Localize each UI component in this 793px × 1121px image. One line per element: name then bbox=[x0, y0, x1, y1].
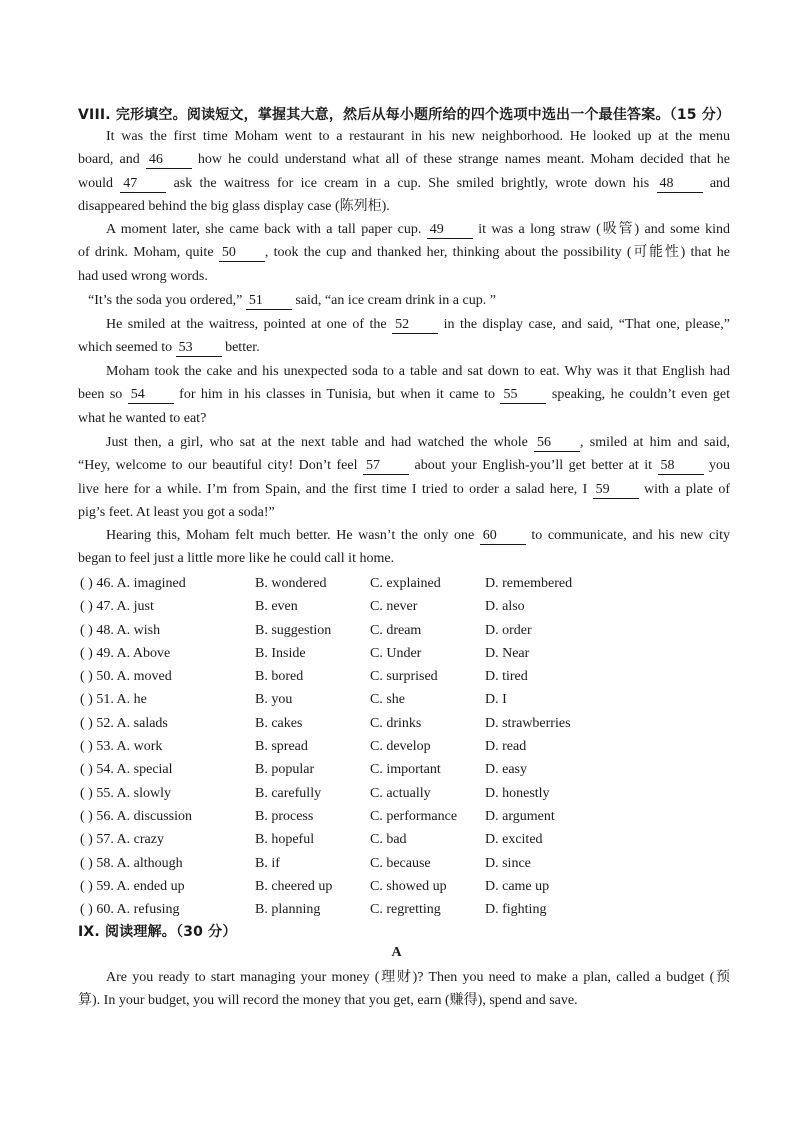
text-line: Moham took the cake and his unexpected soda to a table and sat down to eat. Why was it that English had bbox=[106, 364, 730, 379]
option-b: B. you bbox=[255, 692, 293, 708]
option-d: D. order bbox=[485, 622, 532, 638]
option-b: B. bored bbox=[255, 669, 304, 685]
option-b: B. Inside bbox=[255, 645, 306, 661]
option-c: C. because bbox=[370, 855, 431, 871]
paragraph-7 bbox=[78, 524, 730, 571]
question-number[interactable]: ( ) 58. A. although bbox=[80, 855, 183, 871]
blank-51: 51 bbox=[246, 293, 292, 310]
option-b: B. spread bbox=[255, 739, 308, 755]
blank-50: 50 bbox=[219, 245, 265, 262]
option-b: B. process bbox=[255, 808, 314, 824]
text-line: Just then, a girl, who sat at the next table and had watched the whole 56 , smiled at him and said, bbox=[106, 435, 730, 450]
question-row bbox=[80, 852, 740, 875]
blank-46: 46 bbox=[146, 152, 192, 169]
blank-48: 48 bbox=[657, 176, 703, 193]
question-row bbox=[80, 805, 740, 828]
text-line: pig’s feet. At least you got a soda!” bbox=[78, 505, 275, 521]
option-c: C. actually bbox=[370, 785, 431, 801]
text-line: began to feel just a little more like he could call it home. bbox=[78, 551, 395, 567]
option-d: D. I bbox=[485, 692, 507, 708]
blank-54: 54 bbox=[128, 387, 174, 404]
question-row bbox=[80, 782, 740, 805]
text-line: 算). In your budget, you will record the money that you get, earn (赚得), spend and save. bbox=[78, 993, 578, 1009]
option-c: C. she bbox=[370, 692, 405, 708]
option-b: B. cheered up bbox=[255, 878, 333, 894]
text-line: had used wrong words. bbox=[78, 268, 208, 284]
text-line: live here for a while. I’m from Spain, and the first time I tried to order a salad here, I 59 with a plate of bbox=[78, 481, 730, 497]
text-line: Hearing this, Moham felt much better. He wasn’t the only one 60 to communicate, and his new city bbox=[106, 528, 731, 543]
paragraph-4 bbox=[78, 313, 730, 360]
question-number[interactable]: ( ) 51. A. he bbox=[80, 692, 147, 708]
option-c: C. showed up bbox=[370, 878, 447, 894]
option-c: C. dream bbox=[370, 622, 422, 638]
option-d: D. easy bbox=[485, 762, 527, 778]
option-c: C. develop bbox=[370, 739, 431, 755]
option-d: D. also bbox=[485, 599, 525, 615]
question-row bbox=[80, 619, 740, 642]
blank-59: 59 bbox=[593, 482, 639, 499]
question-row bbox=[80, 758, 740, 781]
option-b: B. wondered bbox=[255, 576, 327, 591]
option-b: B. carefully bbox=[255, 785, 322, 801]
option-d: D. tired bbox=[485, 669, 528, 685]
option-c: C. never bbox=[370, 599, 418, 615]
question-row bbox=[80, 642, 740, 665]
option-c: C. regretting bbox=[370, 902, 441, 918]
question-number[interactable]: ( ) 49. A. Above bbox=[80, 645, 171, 661]
text-line: It was the first time Moham went to a restaurant in his new neighborhood. He looked up at the menu bbox=[106, 129, 730, 144]
blank-47: 47 bbox=[120, 176, 166, 193]
question-number[interactable]: ( ) 54. A. special bbox=[80, 762, 173, 778]
question-row bbox=[80, 665, 740, 688]
paragraph-5 bbox=[78, 360, 730, 430]
text-line: “Hey, welcome to our beautiful city! Don’t feel 57 about your English-you’ll get better at it 58 you bbox=[78, 458, 731, 474]
question-number[interactable]: ( ) 50. A. moved bbox=[80, 669, 172, 685]
option-d: D. excited bbox=[485, 832, 543, 848]
question-number[interactable]: ( ) 46. A. imagined bbox=[80, 576, 186, 591]
blank-56: 56 bbox=[534, 435, 580, 452]
option-c: C. bad bbox=[370, 832, 407, 848]
option-d: D. argument bbox=[485, 808, 555, 824]
reading-paragraph bbox=[78, 966, 730, 1013]
option-d: D. read bbox=[485, 739, 527, 755]
option-d: D. remembered bbox=[485, 576, 573, 591]
blank-52: 52 bbox=[392, 317, 438, 334]
blank-49: 49 bbox=[427, 222, 473, 239]
question-row bbox=[80, 828, 740, 851]
text-line: been so 54 for him in his classes in Tunisia, but when it came to 55 speaking, he couldn’t even get bbox=[78, 387, 731, 403]
option-d: D. since bbox=[485, 855, 531, 871]
paragraph-3 bbox=[88, 289, 740, 312]
paragraph-2 bbox=[78, 218, 730, 288]
option-b: B. hopeful bbox=[255, 832, 315, 848]
option-b: B. popular bbox=[255, 762, 315, 778]
blank-57: 57 bbox=[363, 458, 409, 475]
option-d: D. honestly bbox=[485, 785, 550, 801]
text-line: of drink. Moham, quite 50 , took the cup and thanked her, thinking about the possibility (可能性) that he bbox=[78, 245, 731, 261]
option-d: D. Near bbox=[485, 645, 530, 661]
passage-letter: A bbox=[391, 945, 402, 960]
blank-58: 58 bbox=[658, 458, 704, 475]
question-row bbox=[80, 688, 740, 711]
question-number[interactable]: ( ) 48. A. wish bbox=[80, 622, 161, 638]
question-number[interactable]: ( ) 57. A. crazy bbox=[80, 832, 164, 848]
blank-55: 55 bbox=[500, 387, 546, 404]
paragraph-1 bbox=[78, 125, 730, 219]
question-row bbox=[80, 572, 740, 595]
question-row bbox=[80, 712, 740, 735]
text-line: Are you ready to start managing your money (理财)? Then you need to make a plan, called a budget (预 bbox=[106, 970, 730, 985]
question-number[interactable]: ( ) 59. A. ended up bbox=[80, 878, 185, 894]
option-b: B. planning bbox=[255, 902, 321, 918]
text-line: “It’s the soda you ordered,” 51 said, “an ice cream drink in a cup. ” bbox=[88, 293, 496, 308]
option-d: D. came up bbox=[485, 878, 550, 894]
option-c: C. surprised bbox=[370, 669, 438, 685]
question-number[interactable]: ( ) 53. A. work bbox=[80, 739, 163, 755]
text-line: would 47 ask the waitress for ice cream in a cup. She smiled brightly, wrote down his 48 and bbox=[78, 175, 731, 191]
question-row bbox=[80, 898, 740, 921]
option-d: D. fighting bbox=[485, 902, 547, 918]
text-line: board, and 46 how he could understand what all of these strange names meant. Moham decided that he bbox=[78, 152, 731, 168]
option-c: C. performance bbox=[370, 808, 458, 824]
option-c: C. Under bbox=[370, 645, 422, 661]
question-number[interactable]: ( ) 56. A. discussion bbox=[80, 808, 192, 824]
option-c: C. important bbox=[370, 762, 441, 778]
answer-options bbox=[80, 572, 740, 921]
text-line: disappeared behind the big glass display case (陈列柜). bbox=[78, 199, 390, 215]
paragraph-6 bbox=[78, 431, 730, 525]
question-row bbox=[80, 595, 740, 618]
question-row bbox=[80, 875, 740, 898]
option-b: B. cakes bbox=[255, 715, 303, 731]
question-number[interactable]: ( ) 52. A. salads bbox=[80, 715, 168, 731]
text-line: He smiled at the waitress, pointed at one of the 52 in the display case, and said, “That one, please,” bbox=[106, 317, 730, 332]
question-number[interactable]: ( ) 47. A. just bbox=[80, 599, 154, 615]
option-b: B. suggestion bbox=[255, 622, 332, 638]
text-line: which seemed to 53 better. bbox=[78, 340, 260, 356]
question-number[interactable]: ( ) 55. A. slowly bbox=[80, 785, 171, 801]
section-8-title: VIII. 完形填空。阅读短文，掌握其大意，然后从每小题所给的四个选项中选出一个最佳答案。（15 分） bbox=[78, 107, 731, 123]
option-d: D. strawberries bbox=[485, 715, 571, 731]
section-9-title: IX. 阅读理解。（30 分） bbox=[78, 924, 237, 940]
option-c: C. drinks bbox=[370, 715, 422, 731]
blank-53: 53 bbox=[176, 340, 222, 357]
text-line: what he wanted to eat? bbox=[78, 410, 207, 426]
question-number[interactable]: ( ) 60. A. refusing bbox=[80, 902, 180, 918]
option-c: C. explained bbox=[370, 576, 441, 591]
blank-60: 60 bbox=[480, 528, 526, 545]
option-b: B. if bbox=[255, 855, 280, 871]
question-row bbox=[80, 735, 740, 758]
option-b: B. even bbox=[255, 599, 298, 615]
text-line: A moment later, she came back with a tall paper cup. 49 it was a long straw (吸管) and some kind bbox=[106, 222, 731, 237]
